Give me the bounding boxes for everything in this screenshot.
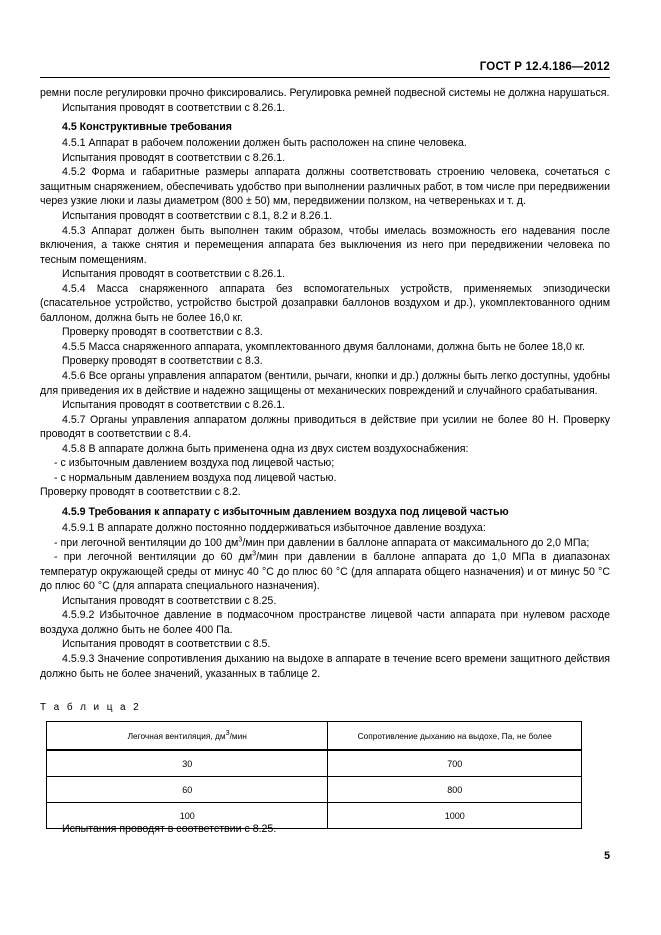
table-body bbox=[47, 750, 582, 829]
table-row bbox=[47, 777, 582, 803]
document-body bbox=[40, 86, 610, 681]
p-test-8261-b: Испытания проводят в соответствии с 8.26.1. bbox=[62, 151, 286, 164]
p-4-5-4: 4.5.4 Масса снаряженного аппарата без вспомогательных устройств, применяемых эпизодически (спасательное устройство, устройство быстрой дозаправки баллонов воздухом и др.), укомплектованного одним баллоном, должна быть не более 16,0 кг. bbox=[40, 282, 610, 324]
p-check-83-a: Проверку проводят в соответствии с 8.3. bbox=[62, 326, 263, 339]
text-before: - при легочной вентиляции до 60 дм bbox=[54, 551, 253, 564]
p-intro-belts: ремни после регулировки прочно фиксировались. Регулировка ремней подвесной системы не должна нарушаться. bbox=[40, 87, 610, 99]
p-4-5-8-dash-2: - с нормальным давлением воздуха под лицевой частью. bbox=[54, 471, 337, 484]
text-after: /мин при давлении в баллоне аппарата до 1,0 МПа в диапазонах температур окружающей среды от минус 40 °С до плюс 60 °С (для аппарата общего назначения) и от минус 50 °С до плюс 60 °С (для аппарата специального назначения). bbox=[40, 551, 610, 593]
table-cell-resistance: 800 bbox=[328, 777, 582, 803]
p-test-825-a: Испытания проводят в соответствии с 8.25. bbox=[62, 594, 277, 607]
p-4-5-5: 4.5.5 Масса снаряженного аппарата, укомплектованного двумя баллонами, должна быть не более 18,0 кг. bbox=[62, 340, 586, 353]
h-4-5: 4.5 Конструктивные требования bbox=[62, 120, 232, 133]
superscript: 3 bbox=[252, 548, 257, 558]
p-test-8261-a: Испытания проводят в соответствии с 8.26.1. bbox=[62, 101, 286, 114]
table-cell-resistance: 1000 bbox=[328, 803, 582, 829]
page-number: 5 bbox=[604, 850, 610, 862]
text-after: /мин при давлении в баллоне аппарата от максимального до 2,0 МПа; bbox=[242, 536, 590, 549]
p-test-81-82-8261: Испытания проводят в соответствии с 8.1, 8.2 и 8.26.1. bbox=[62, 209, 333, 222]
p-4-5-9-1-dash-2 bbox=[40, 550, 610, 594]
header-text-after: /мин bbox=[229, 730, 247, 741]
p-test-85: Испытания проводят в соответствии с 8.5. bbox=[62, 638, 271, 651]
running-header: ГОСТ Р 12.4.186—2012 bbox=[479, 61, 610, 73]
p-4-5-9-1: 4.5.9.1 В аппарате должно постоянно поддерживаться избыточное давление воздуха: bbox=[62, 522, 486, 535]
table-caption: Т а б л и ц а 2 bbox=[40, 702, 142, 713]
closing-paragraph: Испытания проводят в соответствии с 8.25. bbox=[62, 823, 277, 835]
p-4-5-1: 4.5.1 Аппарат в рабочем положении должен быть расположен на спине человека. bbox=[62, 137, 467, 150]
p-check-82: Проверку проводят в соответствии с 8.2. bbox=[40, 486, 241, 499]
p-4-5-6: 4.5.6 Все органы управления аппаратом (вентили, рычаги, кнопки и др.) должны быть легко доступны, удобны для приведения их в действие и надежно защищены от механических повреждений и случайного срабатывания. bbox=[40, 369, 610, 397]
header-rule bbox=[40, 77, 610, 78]
table-cell-ventilation: 100 bbox=[47, 803, 328, 829]
requirements-table bbox=[46, 721, 582, 829]
table-cell-ventilation: 60 bbox=[47, 777, 328, 803]
header-text-before: Сопротивление дыханию на выдохе, Па, не более bbox=[357, 730, 552, 741]
h-4-5-9: 4.5.9 Требования к аппарату с избыточным давлением воздуха под лицевой частью bbox=[62, 505, 509, 518]
text-before: - при легочной вентиляции до 100 дм bbox=[54, 536, 239, 549]
header-superscript: 3 bbox=[225, 727, 230, 737]
table-cell-ventilation: 30 bbox=[47, 750, 328, 777]
p-test-8261-c: Испытания проводят в соответствии с 8.26.1. bbox=[62, 268, 286, 281]
table-row bbox=[47, 750, 582, 777]
p-4-5-8: 4.5.8 В аппарате должна быть применена одна из двух систем воздухоснабжения: bbox=[62, 442, 469, 455]
table-header-row bbox=[47, 722, 582, 751]
table-header-pulmonary-ventilation bbox=[47, 722, 328, 751]
p-check-83-b: Проверку проводят в соответствии с 8.3. bbox=[62, 355, 263, 368]
superscript: 3 bbox=[238, 534, 243, 544]
p-4-5-9-1-dash-1 bbox=[40, 536, 610, 551]
p-test-8261-d: Испытания проводят в соответствии с 8.26.1. bbox=[62, 399, 286, 412]
p-4-5-3: 4.5.3 Аппарат должен быть выполнен таким образом, чтобы имелась возможность его надевания после включения, а также снятия и перемещения аппарата без выключения из него при передвижении человека по тесным помещениям. bbox=[40, 224, 610, 266]
header-text-before: Легочная вентиляция, дм bbox=[127, 730, 226, 741]
p-4-5-7: 4.5.7 Органы управления аппаратом должны приводиться в действие при усилии не более 80 Н. Проверку проводят в соответствии с 8.4. bbox=[40, 413, 610, 441]
p-4-5-8-dash-1: - с избыточным давлением воздуха под лицевой частью; bbox=[54, 457, 335, 470]
table-header-exhalation-resistance bbox=[328, 722, 582, 751]
p-4-5-2: 4.5.2 Форма и габаритные размеры аппарата должны соответствовать строению человека, сочетаться с защитным снаряжением, обеспечивать удобство при выполнении различных работ, в том числе при передвижении через узкие люки и лазы диаметром (800 ± 50) мм, передвижении ползком, на четвереньках и т. д. bbox=[40, 166, 610, 208]
table-cell-resistance: 700 bbox=[328, 750, 582, 777]
p-4-5-9-2: 4.5.9.2 Избыточное давление в подмасочном пространстве лицевой части аппарата при нулевом расходе воздуха должно быть не более 400 Па. bbox=[40, 609, 610, 636]
p-4-5-9-3: 4.5.9.3 Значение сопротивления дыханию на выдохе в аппарате в течение всего времени защитного действия должно быть не более значений, указанных в таблице 2. bbox=[40, 652, 610, 680]
